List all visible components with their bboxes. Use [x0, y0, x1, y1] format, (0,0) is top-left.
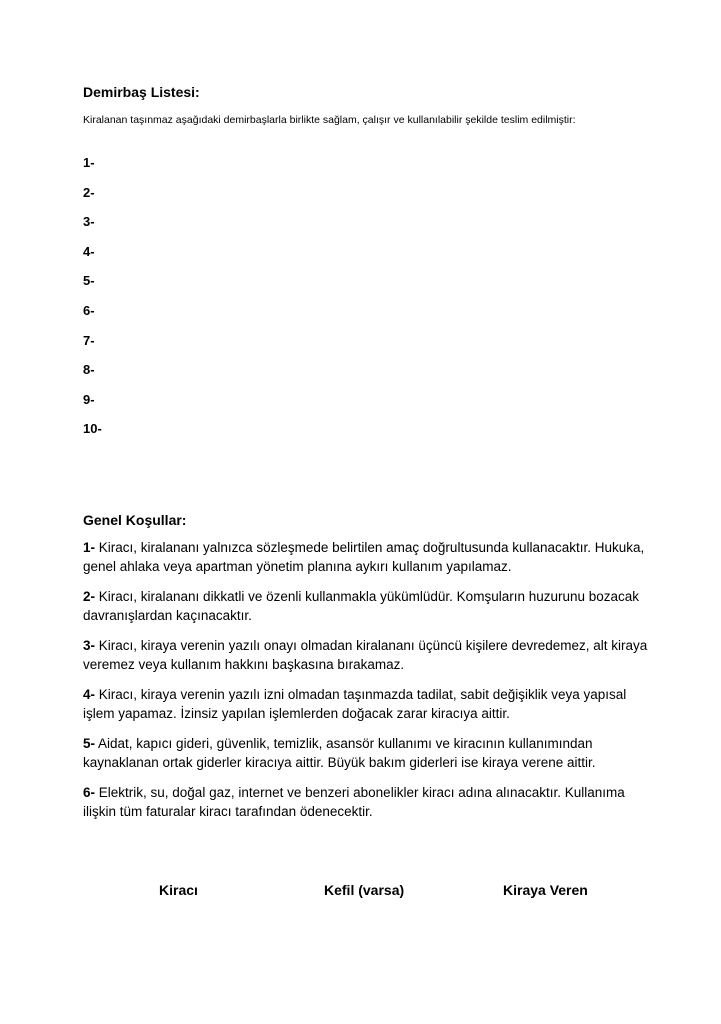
inventory-item: 6-: [83, 302, 95, 318]
condition-item: [83, 588, 658, 625]
inventory-item: 1-: [83, 155, 95, 170]
inventory-title: Demirbaş Listesi:: [83, 84, 200, 100]
inventory-item: 10-: [83, 421, 102, 437]
conditions-list: [83, 539, 658, 833]
inventory-item: 5-: [83, 273, 95, 289]
signature-guarantor: Kefil (varsa): [324, 882, 405, 898]
signature-row: [0, 880, 721, 902]
inventory-item: 8-: [83, 362, 95, 378]
condition-text: Aidat, kapıcı gideri, güvenlik, temizlik, asansör kullanımı ve kiracının kullanımından kaynaklanan ortak giderler kiracıya aittir. Büyük bakım giderleri ise kiraya verene aittir.: [83, 736, 596, 770]
condition-item: [83, 735, 658, 772]
condition-number: 4-: [83, 687, 96, 702]
condition-item: [83, 539, 658, 576]
condition-text: Kiracı, kiraya verenin yazılı onayı olmadan kiralananı üçüncü kişilere devredemez, alt kiraya veremez veya kullanım hakkını başkasına bırakamaz.: [83, 638, 648, 672]
condition-number: 2-: [83, 589, 96, 604]
inventory-item: 4-: [83, 243, 95, 259]
conditions-title: Genel Koşullar:: [83, 512, 187, 528]
inventory-intro: Kiralanan taşınmaz aşağıdaki demirbaşlarla birlikte sağlam, çalışır ve kullanılabilir şekilde teslim edilmiştir:: [83, 114, 576, 126]
inventory-item: 7-: [83, 332, 95, 348]
inventory-item: 2-: [83, 184, 95, 200]
condition-text: Elektrik, su, doğal gaz, internet ve benzeri abonelikler kiracı adına alınacaktır. Kullanıma ilişkin tüm faturalar kiracı tarafından ödenecektir.: [83, 785, 625, 819]
condition-text: Kiracı, kiraya verenin yazılı izni olmadan taşınmazda tadilat, sabit değişiklik veya yapısal işlem yapamaz. İzinsiz yapılan işlemlerden doğacak zarar kiracıya aittir.: [83, 687, 627, 721]
inventory-item: 9-: [83, 391, 95, 407]
signature-tenant: Kiracı: [159, 882, 198, 898]
inventory-item: 3-: [83, 214, 95, 230]
condition-text: Kiracı, kiralananı yalnızca sözleşmede belirtilen amaç doğrultusunda kullanacaktır. Hukuka, genel ahlaka veya apartman yönetim planına aykırı kullanım yapılamaz.: [83, 540, 645, 574]
condition-number: 1-: [83, 540, 96, 555]
condition-number: 3-: [83, 638, 96, 653]
inventory-list: [83, 153, 102, 449]
condition-item: [83, 637, 658, 674]
condition-number: 6-: [83, 785, 96, 800]
condition-item: [83, 784, 658, 821]
condition-item: [83, 686, 658, 723]
condition-text: Kiracı, kiralananı dikkatli ve özenli kullanmakla yükümlüdür. Komşuların huzurunu bozacak davranışlardan kaçınacaktır.: [83, 589, 640, 623]
condition-number: 5-: [83, 736, 96, 751]
signature-landlord: Kiraya Veren: [503, 882, 588, 898]
